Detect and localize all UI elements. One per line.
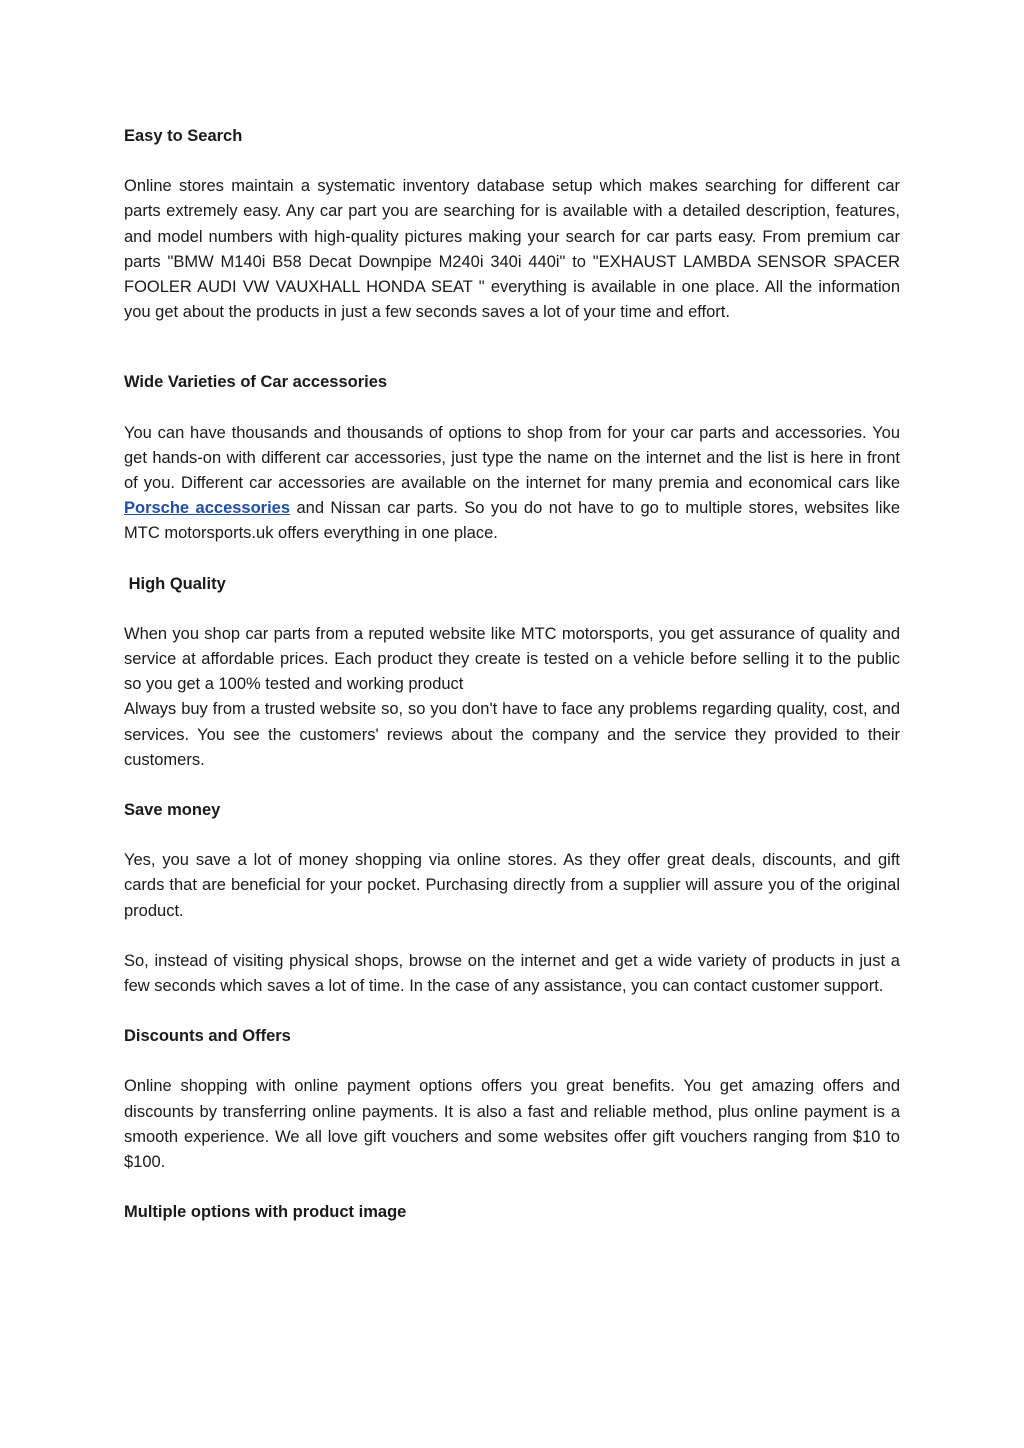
heading-save-money: Save money [124, 801, 221, 820]
heading-easy-to-search: Easy to Search [124, 127, 243, 145]
heading-discounts-offers: Discounts and Offers [124, 1027, 291, 1046]
paragraph-high-quality-1: When you shop car parts from a reputed website like MTC motorsports, you get assurance of quality and service at affordable prices. Each product they create is tested on a vehicle before selling it to the public so you get a 100% tested and working product [124, 624, 900, 694]
heading-high-quality: High Quality [124, 574, 226, 593]
paragraph-wide-varieties [124, 421, 900, 547]
document-page [124, 124, 900, 1226]
paragraph-save-money-2: So, instead of visiting physical shops, browse on the internet and get a wide variety of products in just a few seconds which saves a lot of time. In the case of any assistance, you can contact customer support. [124, 951, 900, 996]
paragraph-easy-to-search: Online stores maintain a systematic inventory database setup which makes searching for different car parts extremely easy. Any car part you are searching for is available with a detailed description, features, and model numbers with high-quality pictures making your search for car parts easy. From premium car parts "BMW M140i B58 Decat Downpipe M240i 340i 440i" to "EXHAUST LAMBDA SENSOR SPACER FOOLER AUDI VW VAUXHALL HONDA SEAT " everything is available in one place. All the information you get about the products in just a few seconds saves a lot of your time and effort. [124, 177, 900, 322]
paragraph-discounts-offers: Online shopping with online payment options offers you great benefits. You get amazing offers and discounts by transferring online payments. It is also a fast and reliable method, plus online payment is a smooth experience. We all love gift vouchers and some websites offer gift vouchers ranging from $10 to $100. [124, 1077, 900, 1172]
heading-multiple-options: Multiple options with product image [124, 1203, 407, 1222]
paragraph-wide-varieties-text-before: You can have thousands and thousands of options to shop from for your car parts and accessories. You get hands-on with different car accessories, just type the name on the internet and the list is here in front of you. Different car accessories are available on the internet for many premia and economical cars like [124, 423, 900, 493]
paragraph-save-money-1: Yes, you save a lot of money shopping via online stores. As they offer great deals, discounts, and gift cards that are beneficial for your pocket. Purchasing directly from a supplier will assure you of the original product. [124, 851, 900, 920]
porsche-accessories-link[interactable]: Porsche accessories [124, 499, 291, 518]
paragraph-wide-varieties-text-after: and Nissan car parts. So you do not have to go to multiple stores, websites like MTC motorsports.uk offers everything in one place. [124, 499, 900, 543]
paragraph-high-quality-2: Always buy from a trusted website so, so you don't have to face any problems regarding quality, cost, and services. You see the customers' reviews about the company and the service they provided to their customers. [124, 700, 900, 769]
heading-wide-varieties: Wide Varieties of Car accessories [124, 373, 388, 392]
